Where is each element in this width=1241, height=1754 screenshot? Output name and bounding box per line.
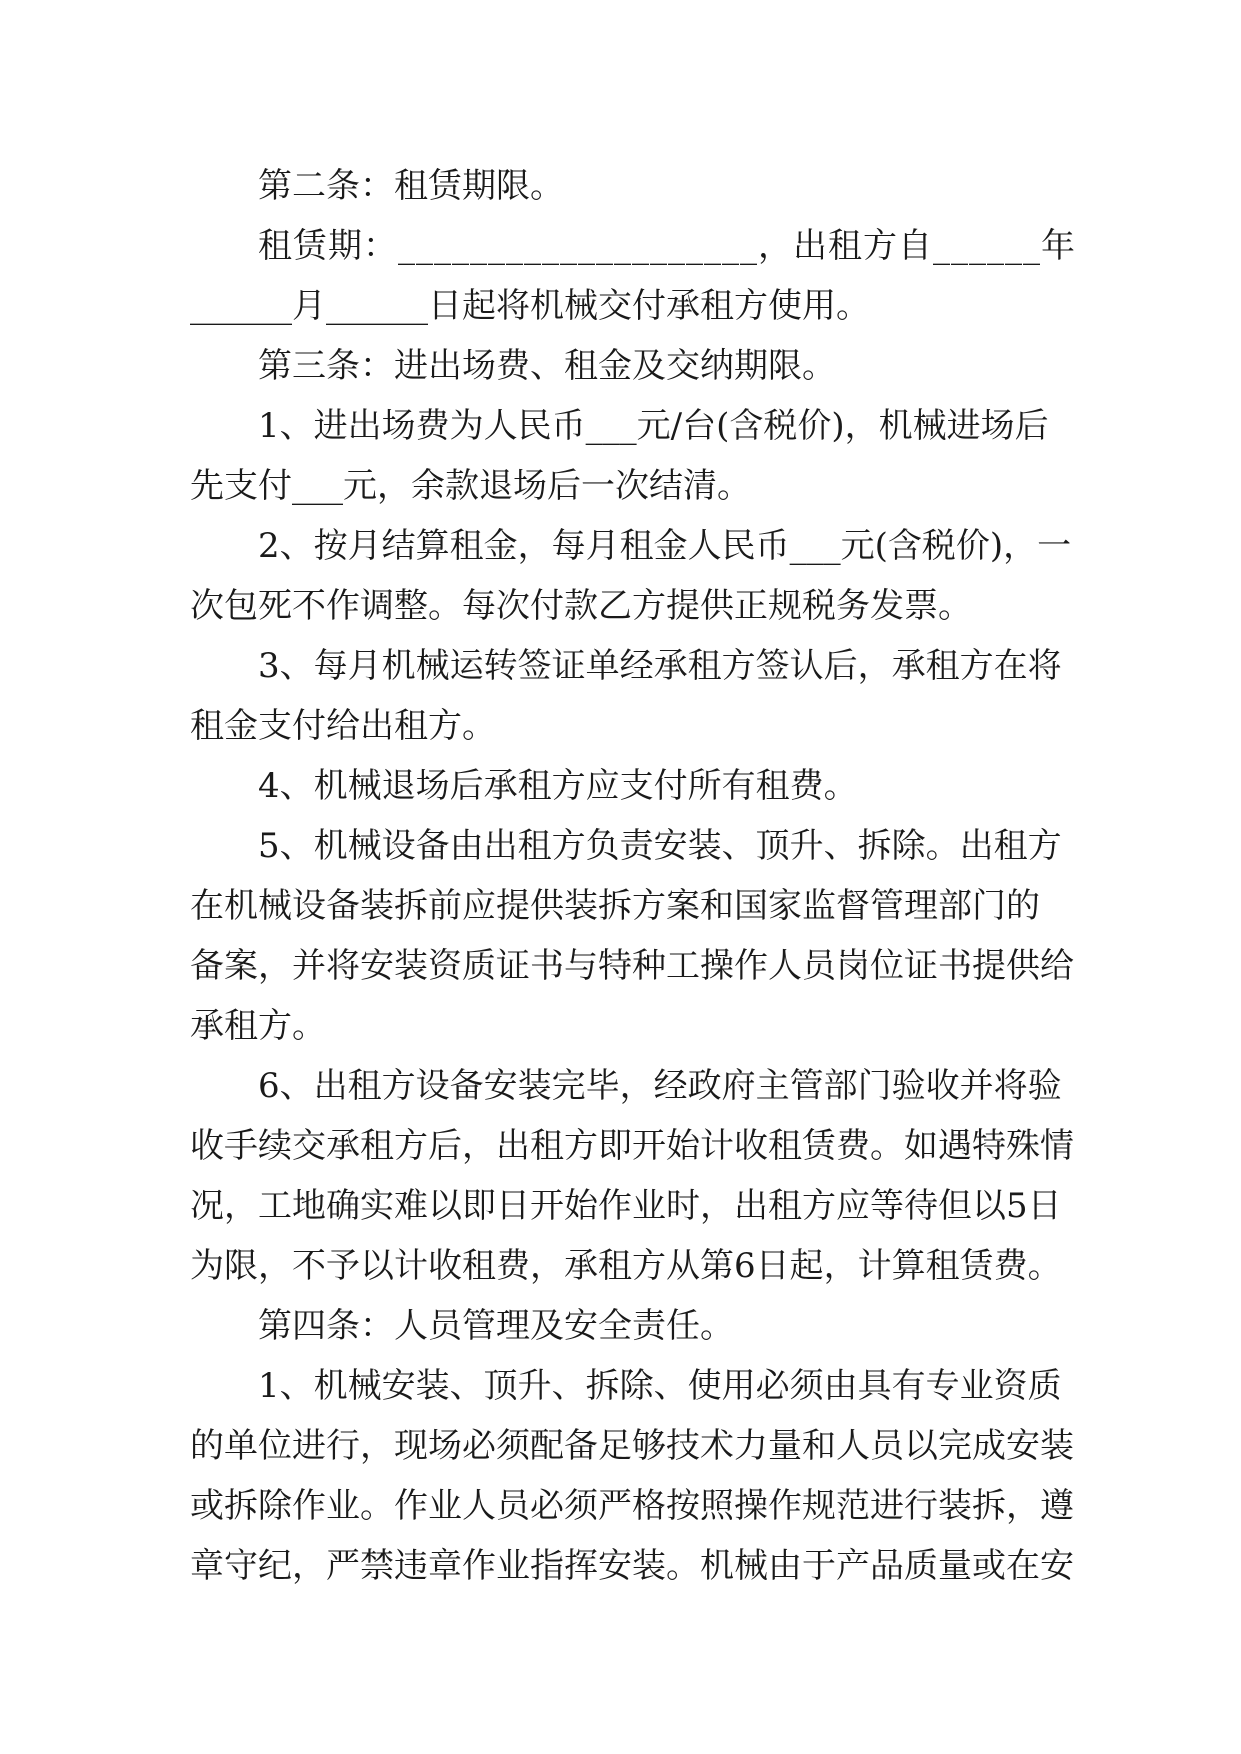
clause-3-1-line: 1、进出场费为人民币___元/台(含税价)，机械进场后 <box>258 406 1049 446</box>
clause-3-6-line-cont: 况，工地确实难以即日开始作业时，出租方应等待但以5日 <box>190 1186 1062 1226</box>
article-3-heading: 第三条：进出场费、租金及交纳期限。 <box>258 346 836 386</box>
article-4-heading: 第四条：人员管理及安全责任。 <box>258 1306 734 1346</box>
clause-3-6-line-cont: 收手续交承租方后，出租方即开始计收租赁费。如遇特殊情 <box>190 1126 1074 1166</box>
clause-4-1-line-cont: 或拆除作业。作业人员必须严格按照操作规范进行装拆，遵 <box>190 1486 1074 1526</box>
clause-3-1-line-cont: 先支付___元，余款退场后一次结清。 <box>190 466 751 506</box>
lease-term-line-cont: ______月______日起将机械交付承租方使用。 <box>190 286 870 326</box>
clause-4-1-line: 1、机械安装、顶升、拆除、使用必须由具有专业资质 <box>258 1366 1062 1406</box>
clause-3-3-line: 3、每月机械运转签证单经承租方签认后，承租方在将 <box>258 646 1062 686</box>
clause-3-4-line: 4、机械退场后承租方应支付所有租费。 <box>258 766 858 806</box>
article-2-heading: 第二条：租赁期限。 <box>258 166 564 206</box>
clause-3-6-line: 6、出租方设备安装完毕，经政府主管部门验收并将验 <box>258 1066 1062 1106</box>
clause-3-2-line-cont: 次包死不作调整。每次付款乙方提供正规税务发票。 <box>190 586 972 626</box>
clause-4-1-line-cont: 章守纪，严禁违章作业指挥安装。机械由于产品质量或在安 <box>190 1546 1074 1586</box>
clause-3-6-line-cont: 为限，不予以计收租费，承租方从第6日起，计算租赁费。 <box>190 1246 1062 1286</box>
lease-term-line: 租赁期：____________________，出租方自______年 <box>258 226 1076 266</box>
clause-4-1-line-cont: 的单位进行，现场必须配备足够技术力量和人员以完成安装 <box>190 1426 1074 1466</box>
clause-3-5-line-cont: 在机械设备装拆前应提供装拆方案和国家监督管理部门的 <box>190 886 1040 926</box>
clause-3-2-line: 2、按月结算租金，每月租金人民币___元(含税价)，一 <box>258 526 1072 566</box>
clause-3-5-line-cont: 承租方。 <box>190 1006 326 1046</box>
clause-3-5-line-cont: 备案，并将安装资质证书与特种工操作人员岗位证书提供给 <box>190 946 1074 986</box>
clause-3-3-line-cont: 租金支付给出租方。 <box>190 706 496 746</box>
clause-3-5-line: 5、机械设备由出租方负责安装、顶升、拆除。出租方 <box>258 826 1062 866</box>
